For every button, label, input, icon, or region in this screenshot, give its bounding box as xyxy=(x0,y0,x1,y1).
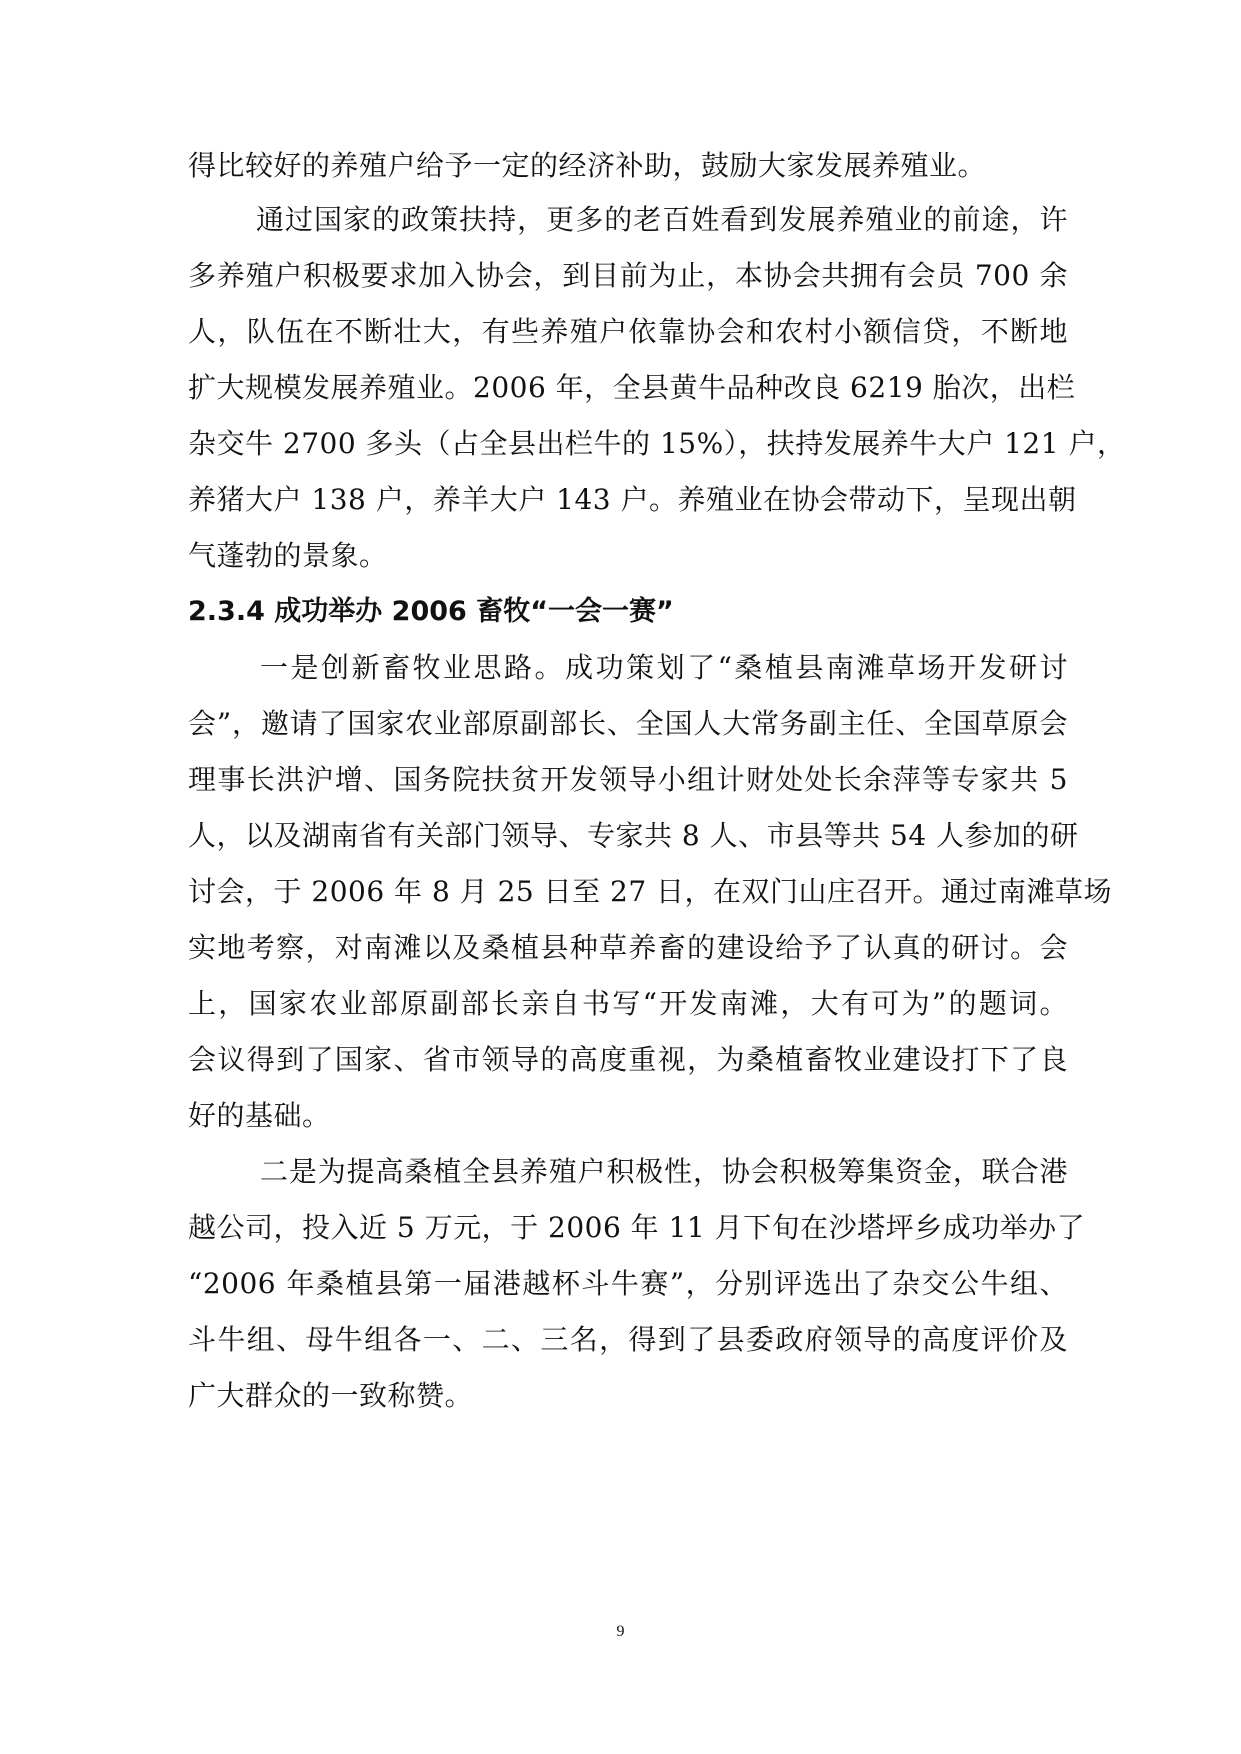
paragraph-line: 讨会，于 2006 年 8 月 25 日至 27 日，在双门山庄召开。通过南滩草场 xyxy=(188,875,1113,908)
paragraph-line: 通过国家的政策扶持，更多的老百姓看到发展养殖业的前途，许 xyxy=(256,203,1068,236)
page-number: 9 xyxy=(616,1623,625,1640)
paragraph-line: 得比较好的养殖户给予一定的经济补助，鼓励大家发展养殖业。 xyxy=(188,149,987,182)
paragraph-line: 广大群众的一致称赞。 xyxy=(188,1379,474,1412)
paragraph-line: 理事长洪沪增、国务院扶贫开发领导小组计财处处长余萍等专家共 5 xyxy=(188,763,1068,796)
section-heading: 2.3.4 成功举办 2006 畜牧“一会一赛” xyxy=(188,596,674,627)
paragraph-line: 斗牛组、母牛组各一、二、三名，得到了县委政府领导的高度评价及 xyxy=(188,1323,1068,1356)
paragraph-line: 越公司，投入近 5 万元，于 2006 年 11 月下旬在沙塔坪乡成功举办了 xyxy=(188,1211,1086,1244)
paragraph-line: 养猪大户 138 户，养羊大户 143 户。养殖业在协会带动下，呈现出朝 xyxy=(188,483,1077,516)
paragraph-line: 二是为提高桑植全县养殖户积极性，协会积极筹集资金，联合港 xyxy=(260,1155,1068,1188)
paragraph-line: 气蓬勃的景象。 xyxy=(188,539,388,572)
paragraph-line: 好的基础。 xyxy=(188,1099,331,1132)
paragraph-line: 扩大规模发展养殖业。2006 年，全县黄牛品种改良 6219 胎次，出栏 xyxy=(188,371,1076,404)
paragraph-line: 会”，邀请了国家农业部原副部长、全国人大常务副主任、全国草原会 xyxy=(188,707,1068,740)
paragraph-line: 多养殖户积极要求加入协会，到目前为止，本协会共拥有会员 700 余 xyxy=(188,259,1068,292)
paragraph-line: 人，队伍在不断壮大，有些养殖户依靠协会和农村小额信贷，不断地 xyxy=(188,315,1068,348)
paragraph-line: 人，以及湖南省有关部门领导、专家共 8 人、市县等共 54 人参加的研 xyxy=(188,819,1079,852)
paragraph-line: 杂交牛 2700 多头（占全县出栏牛的 15%），扶持发展养牛大户 121 户， xyxy=(188,427,1126,460)
paragraph-line: 一是创新畜牧业思路。成功策划了“桑植县南滩草场开发研讨 xyxy=(260,651,1068,684)
paragraph-line: 上，国家农业部原副部长亲自书写“开发南滩，大有可为”的题词。 xyxy=(188,987,1068,1020)
paragraph-line: “2006 年桑植县第一届港越杯斗牛赛”，分别评选出了杂交公牛组、 xyxy=(188,1267,1068,1300)
paragraph-line: 会议得到了国家、省市领导的高度重视，为桑植畜牧业建设打下了良 xyxy=(188,1043,1068,1076)
paragraph-line: 实地考察，对南滩以及桑植县种草养畜的建设给予了认真的研讨。会 xyxy=(188,931,1068,964)
